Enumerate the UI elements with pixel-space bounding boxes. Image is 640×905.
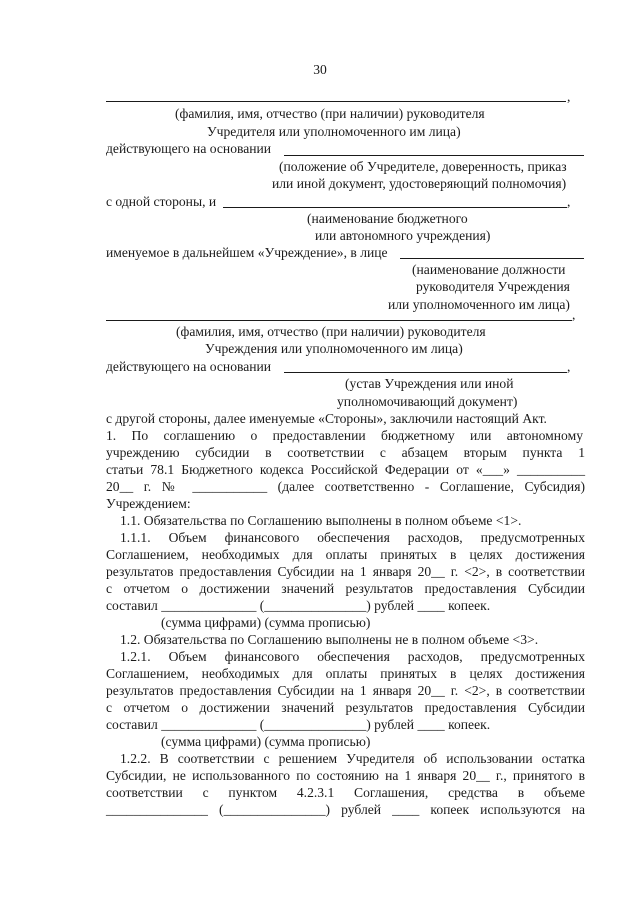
caption-line: руководителя Учреждения [416,279,570,294]
blank-line-underline [106,320,572,321]
caption-line: или уполномоченного им лица) [388,297,570,312]
caption-line: уполномочивающий документ) [337,394,518,409]
page-number: 30 [313,62,327,77]
paragraph-line: Соглашением, необходимых для оплаты принятых в целях достижения [106,547,585,562]
text-line: составил ______________ (_______________) рублей ____ копеек. [106,598,491,613]
paragraph-line: 1.2.2. В соответствии с решением Учредителя об использовании остатка [120,751,585,766]
caption-line: (положение об Учредителе, доверенность, приказ [279,159,567,174]
caption-line: или автономного учреждения) [315,228,491,243]
caption-line: (сумма цифрами) (сумма прописью) [161,615,371,630]
blank-line-underline [223,207,567,208]
caption-line: Учредителя или уполномоченного им лица) [207,124,461,139]
blank-line-underline [106,101,566,102]
caption-line: (фамилия, имя, отчество (при наличии) руководителя [176,324,486,339]
comma: , [567,359,571,374]
paragraph-line: 1. По соглашению о предоставлении бюджетному или автономному [106,428,583,443]
paragraph-line: 20__ г. № ___________ (далее соответственно - Соглашение, Субсидия) [106,479,585,494]
text-line: действующего на основании [106,359,272,374]
paragraph-line: результатов предоставления Субсидии на 1 января 20__ г. <2>, в соответствии [106,564,585,579]
caption-line: (наименование бюджетного [307,211,468,226]
text-line: действующего на основании [106,141,272,156]
paragraph-line: с отчетом о достижении значений результатов предоставления Субсидии [106,581,585,596]
caption-line: (наименование должности [412,262,566,277]
paragraph-line: _______________ (_______________) рублей ____ копеек используются на [106,802,585,817]
text-line: с другой стороны, далее именуемые «Стороны», заключили настоящий Акт. [106,411,547,426]
paragraph-line: с отчетом о достижении значений результатов предоставления Субсидии [106,700,585,715]
caption-line: (устав Учреждения или иной [345,376,514,391]
text-line: именуемое в дальнейшем «Учреждение», в лице [106,245,388,260]
caption-line: Учреждения или уполномоченного им лица) [205,341,463,356]
text-line: Учреждением: [106,496,191,511]
paragraph-line: Субсидии, не использованного по состоянию на 1 января 20__ г., принятого в [106,768,585,783]
paragraph-line: учреждению субсидии в соответствии с абзацем вторым пункта 1 [106,445,585,460]
text-line: 1.2. Обязательства по Соглашению выполнены не в полном объеме <3>. [120,632,539,647]
paragraph-line: 1.2.1. Объем финансового обеспечения расходов, предусмотренных [120,649,585,664]
blank-line-underline [284,155,584,156]
paragraph-line: результатов предоставления Субсидии на 1 января 20__ г. <2>, в соответствии [106,683,585,698]
blank-line-underline [284,372,567,373]
comma: , [572,307,576,322]
text-line: с одной стороны, и [106,194,217,209]
paragraph-line: 1.1.1. Объем финансового обеспечения расходов, предусмотренных [120,530,585,545]
text-line: составил ______________ (_______________) рублей ____ копеек. [106,717,491,732]
paragraph-line: Соглашением, необходимых для оплаты принятых в целях достижения [106,666,585,681]
text-line: 1.1. Обязательства по Соглашению выполнены в полном объеме <1>. [120,513,522,528]
comma: , [567,89,571,104]
caption-line: (сумма цифрами) (сумма прописью) [161,734,371,749]
caption-line: (фамилия, имя, отчество (при наличии) руководителя [175,106,485,121]
comma: , [567,194,571,209]
blank-line-underline [400,258,584,259]
paragraph-line: соответствии с пунктом 4.2.3.1 Соглашения, средства в объеме [106,785,585,800]
caption-line: или иной документ, удостоверяющий полномочия) [272,176,567,191]
paragraph-line: статьи 78.1 Бюджетного кодекса Российской Федерации от «___» __________ [106,462,585,477]
